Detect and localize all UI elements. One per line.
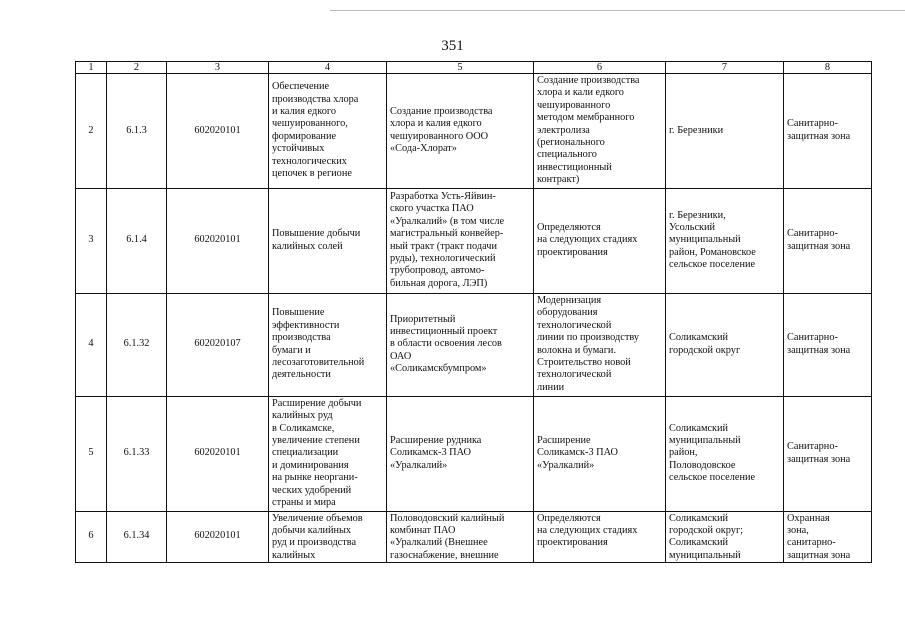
cell-text-line: инвестиционный проект: [390, 326, 498, 338]
cell-text-line: комбинат ПАО: [390, 525, 456, 537]
page-number: 351: [441, 38, 464, 54]
cell-text-line: на следующих стадиях: [537, 525, 638, 537]
cell-text-line: в области освоения лесов: [390, 338, 502, 350]
cell-text-line: устойчивых: [272, 143, 325, 155]
cell-text-line: Повышение добычи: [272, 228, 361, 240]
measure-cell: [534, 74, 666, 189]
cell-text-line: увеличение степени: [272, 435, 360, 447]
okved-cell: [167, 188, 269, 293]
header-cell: 2: [107, 62, 167, 74]
cell-text-line: контракт): [537, 174, 580, 186]
goal-cell: [269, 188, 387, 293]
cell-text-line: Санитарно-: [787, 441, 838, 453]
code-cell: [107, 74, 167, 189]
header-cell: 1: [76, 62, 107, 74]
row-index-cell: [76, 74, 107, 189]
zone-cell: [784, 396, 872, 511]
cell-text-line: добычи калийных: [272, 525, 352, 537]
cell-text-line: и калия едкого: [272, 106, 336, 118]
cell-text-line: Охранная: [787, 512, 830, 524]
okved-cell: [167, 396, 269, 511]
cell-text-line: и доминирования: [272, 459, 349, 471]
cell-text-line: газоснабжение, внешние: [390, 549, 499, 561]
cell-text-line: защитная зона: [787, 453, 851, 465]
cell-text-line: Усольский: [669, 222, 716, 234]
cell-text-line: 602020101: [194, 124, 241, 136]
cell-text-line: санитарно-: [787, 537, 836, 549]
zone-cell: [784, 293, 872, 396]
cell-text-line: 6.1.33: [123, 447, 150, 459]
header-cell: 7: [666, 62, 784, 74]
cell-text-line: производства: [272, 332, 331, 344]
cell-text-line: Обеспечение: [272, 81, 330, 93]
zone-cell: [784, 188, 872, 293]
project-cell: [387, 293, 534, 396]
cell-text-line: Модернизация: [537, 295, 602, 307]
cell-text-line: трубопровод, автомо-: [390, 265, 485, 277]
cell-text-line: зона,: [787, 525, 809, 537]
location-cell: [666, 188, 784, 293]
cell-text-line: чешуированного: [537, 99, 611, 111]
code-cell: [107, 511, 167, 562]
cell-text-line: «Уралкалий (Внешнее: [390, 537, 488, 549]
cell-text-line: в Соликамске,: [272, 422, 335, 434]
cell-text-line: ческих удобрений: [272, 484, 352, 496]
cell-text-line: хлора и калия едкого: [390, 118, 482, 130]
cell-text-line: защитная зона: [787, 130, 851, 142]
cell-text-line: методом мембранного: [537, 112, 635, 124]
header-cell: 4: [269, 62, 387, 74]
project-cell: [387, 396, 534, 511]
row-index-cell: [76, 293, 107, 396]
cell-text-line: 6.1.32: [123, 338, 150, 350]
cell-text-line: Увеличение объемов: [272, 512, 363, 524]
code-cell: [107, 293, 167, 396]
cell-text-line: на следующих стадиях: [537, 234, 638, 246]
cell-text-line: страны и мира: [272, 497, 336, 509]
cell-text-line: Санитарно-: [787, 228, 838, 240]
cell-text-line: технологических: [272, 155, 347, 167]
zone-cell: [784, 511, 872, 562]
cell-text-line: ского участка ПАО: [390, 203, 474, 215]
cell-text-line: «Уралкалий»: [390, 459, 448, 471]
header-cell: 5: [387, 62, 534, 74]
location-cell: [666, 396, 784, 511]
code-cell: [107, 188, 167, 293]
cell-text-line: Приоритетный: [390, 313, 456, 325]
cell-text-line: защитная зона: [787, 549, 851, 561]
table-row: [76, 74, 872, 189]
cell-text-line: инвестиционный: [537, 161, 612, 173]
row-index-cell: [76, 188, 107, 293]
cell-text-line: городской округ: [669, 344, 741, 356]
cell-text-line: городской округ;: [669, 525, 744, 537]
goal-cell: [269, 293, 387, 396]
cell-text-line: Строительство новой: [537, 357, 631, 369]
cell-text-line: электролиза: [537, 124, 590, 136]
cell-text-line: сельское поселение: [669, 259, 756, 271]
cell-text-line: Создание производства: [390, 106, 493, 118]
zone-cell: [784, 74, 872, 189]
table-row: [76, 396, 872, 511]
cell-text-line: «Соликамскбумпром»: [390, 363, 487, 375]
cell-text-line: «Уралкалий»: [537, 459, 595, 471]
project-cell: [387, 74, 534, 189]
cell-text-line: 4: [88, 338, 94, 350]
goal-cell: [269, 396, 387, 511]
cell-text-line: 602020101: [194, 234, 241, 246]
cell-text-line: чешуированного,: [272, 118, 348, 130]
cell-text-line: 2: [88, 124, 94, 136]
cell-text-line: «Уралкалий» (в том числе: [390, 215, 505, 227]
code-cell: [107, 396, 167, 511]
cell-text-line: линии: [537, 381, 565, 393]
measure-cell: [534, 188, 666, 293]
location-cell: [666, 293, 784, 396]
cell-text-line: г. Березники,: [669, 209, 726, 221]
header-cell: 3: [167, 62, 269, 74]
cell-text-line: Соликамский: [669, 422, 729, 434]
cell-text-line: цепочек в регионе: [272, 168, 352, 180]
cell-text-line: Определяются: [537, 222, 601, 234]
cell-text-line: Расширение рудника: [390, 435, 482, 447]
header-cell: 6: [534, 62, 666, 74]
okved-cell: [167, 293, 269, 396]
cell-text-line: «Сода-Хлорат»: [390, 143, 457, 155]
cell-text-line: лесозаготовительной: [272, 357, 365, 369]
cell-text-line: магистральный конвейер-: [390, 228, 504, 240]
data-table: [75, 61, 872, 563]
cell-text-line: Санитарно-: [787, 118, 838, 130]
cell-text-line: на рынке неоргани-: [272, 472, 358, 484]
cell-text-line: район,: [669, 447, 698, 459]
cell-text-line: 3: [88, 234, 94, 246]
cell-text-line: г. Березники: [669, 124, 724, 136]
measure-cell: [534, 396, 666, 511]
cell-text-line: Повышение: [272, 307, 325, 319]
cell-text-line: руды), технологический: [390, 253, 496, 265]
cell-text-line: оборудования: [537, 307, 598, 319]
cell-text-line: ОАО: [390, 350, 412, 362]
cell-text-line: эффективности: [272, 319, 340, 331]
cell-text-line: Соликамский: [669, 332, 729, 344]
cell-text-line: муниципальный: [669, 549, 741, 561]
cell-text-line: район, Романовское: [669, 246, 756, 258]
cell-text-line: сельское поселение: [669, 472, 756, 484]
table-row: [76, 293, 872, 396]
cell-text-line: калийных солей: [272, 240, 343, 252]
cell-text-line: линии по производству: [537, 332, 639, 344]
cell-text-line: Соликамский: [669, 537, 729, 549]
cell-text-line: Соликамск-3 ПАО: [390, 447, 471, 459]
goal-cell: [269, 511, 387, 562]
cell-text-line: проектирования: [537, 537, 608, 549]
cell-text-line: ный тракт (тракт подачи: [390, 240, 497, 252]
okved-cell: [167, 74, 269, 189]
cell-text-line: (регионального: [537, 137, 605, 149]
cell-text-line: муниципальный: [669, 234, 741, 246]
cell-text-line: хлора и кали едкого: [537, 87, 624, 99]
cell-text-line: 6.1.4: [126, 234, 147, 246]
cell-text-line: 5: [88, 447, 94, 459]
cell-text-line: специального: [537, 149, 597, 161]
cell-text-line: 6.1.34: [123, 530, 150, 542]
cell-text-line: калийных: [272, 549, 316, 561]
top-rule: [330, 10, 905, 11]
cell-text-line: Создание производства: [537, 75, 640, 86]
cell-text-line: защитная зона: [787, 344, 851, 356]
cell-text-line: формирование: [272, 130, 337, 142]
cell-text-line: калийных руд: [272, 410, 333, 422]
header-cell: 8: [784, 62, 872, 74]
cell-text-line: 602020101: [194, 447, 241, 459]
project-cell: [387, 511, 534, 562]
table-row: [76, 188, 872, 293]
cell-text-line: производства хлора: [272, 93, 359, 105]
cell-text-line: Разработка Усть-Яйвин-: [390, 191, 496, 203]
project-cell: [387, 188, 534, 293]
cell-text-line: Половодовский калийный: [390, 512, 505, 524]
cell-text-line: 6.1.3: [126, 124, 147, 136]
cell-text-line: 602020101: [194, 530, 241, 542]
cell-text-line: руд и производства: [272, 537, 357, 549]
goal-cell: [269, 74, 387, 189]
cell-text-line: муниципальный: [669, 435, 741, 447]
cell-text-line: деятельности: [272, 369, 331, 381]
cell-text-line: технологической: [537, 369, 612, 381]
okved-cell: [167, 511, 269, 562]
header-row: [76, 62, 872, 74]
cell-text-line: Соликамский: [669, 512, 729, 524]
cell-text-line: специализации: [272, 447, 339, 459]
measure-cell: [534, 511, 666, 562]
cell-text-line: чешуированного ООО: [390, 130, 489, 142]
cell-text-line: Половодовское: [669, 459, 736, 471]
row-index-cell: [76, 396, 107, 511]
cell-text-line: проектирования: [537, 246, 608, 258]
cell-text-line: технологической: [537, 319, 612, 331]
cell-text-line: 602020107: [194, 338, 241, 350]
cell-text-line: Расширение: [537, 435, 591, 447]
cell-text-line: Санитарно-: [787, 332, 838, 344]
row-index-cell: [76, 511, 107, 562]
location-cell: [666, 74, 784, 189]
location-cell: [666, 511, 784, 562]
measure-cell: [534, 293, 666, 396]
cell-text-line: бумаги и: [272, 344, 311, 356]
cell-text-line: защитная зона: [787, 240, 851, 252]
cell-text-line: бильная дорога, ЛЭП): [390, 277, 488, 289]
cell-text-line: Расширение добычи: [272, 397, 362, 409]
cell-text-line: волокна и бумаги.: [537, 344, 617, 356]
cell-text-line: Определяются: [537, 512, 601, 524]
table-row: [76, 511, 872, 562]
cell-text-line: Соликамск-3 ПАО: [537, 447, 618, 459]
cell-text-line: 6: [88, 530, 94, 542]
